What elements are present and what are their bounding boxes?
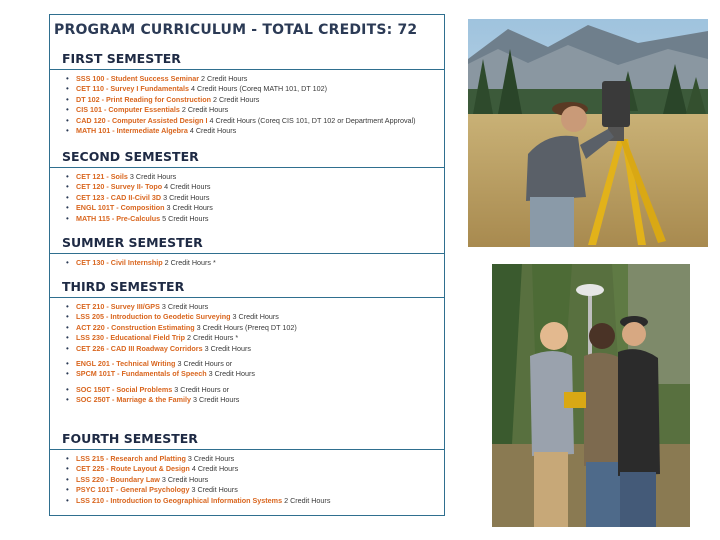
divider <box>50 69 444 70</box>
course-credits: 3 Credit Hours <box>127 172 177 181</box>
course-credits: 4 Credit Hours <box>187 125 237 135</box>
course-item <box>64 454 444 464</box>
course-item <box>64 323 444 333</box>
course-credits: 3 Credit Hours or <box>172 384 230 394</box>
course-item <box>64 302 444 312</box>
course-credits: 5 Credit Hours <box>160 213 209 223</box>
divider <box>50 253 444 254</box>
course-title[interactable]: SSS 100 - Student Success Seminar <box>76 74 200 83</box>
course-item <box>64 126 444 136</box>
course-credits: 3 Credit Hours <box>159 474 209 484</box>
course-item <box>64 74 444 84</box>
course-credits: 2 Credit Hours <box>210 94 260 104</box>
course-credits: 3 Credit Hours <box>161 192 210 202</box>
course-title[interactable]: CET 130 - Civil Internship <box>76 258 163 267</box>
divider <box>50 449 444 450</box>
divider <box>50 167 444 168</box>
course-credits: 4 Credit Hours (Coreq CIS 101, DT 102 or Department Approval) <box>207 115 416 125</box>
semester-third <box>50 277 444 406</box>
course-title[interactable]: SPCM 101T - Fundamentals of Speech <box>76 369 207 379</box>
course-item <box>64 475 444 485</box>
course-credits: 2 Credit Hours <box>282 495 331 505</box>
course-credits: 3 Credit Hours <box>230 312 279 322</box>
course-item <box>64 496 444 506</box>
course-item <box>64 172 444 182</box>
course-credits: 3 Credit Hours <box>202 343 251 353</box>
course-title[interactable]: SOC 150T - Social Problems <box>76 384 173 394</box>
course-title[interactable]: CET 123 - CAD II-Civil 3D <box>76 192 162 202</box>
course-credits: 2 Credit Hours * <box>162 258 216 267</box>
course-item <box>64 385 444 395</box>
semester-summer <box>50 233 444 268</box>
course-title[interactable]: DT 102 - Print Reading for Construction <box>76 94 211 104</box>
course-credits: 3 Credit Hours <box>189 485 238 495</box>
curriculum-panel <box>49 14 445 516</box>
course-credits: 2 Credit Hours <box>199 74 248 83</box>
course-title[interactable]: CET 121 - Soils <box>76 172 128 181</box>
course-item <box>64 84 444 94</box>
course-title[interactable]: CET 110 - Survey I Fundamentals <box>76 84 190 94</box>
course-credits: 3 Credit Hours <box>206 369 255 379</box>
divider <box>50 297 444 298</box>
semester-heading: THIRD SEMESTER <box>62 279 185 294</box>
course-credits: 4 Credit Hours (Coreq MATH 101, DT 102) <box>189 84 327 94</box>
students-photo <box>492 264 690 527</box>
course-title[interactable]: ACT 220 - Construction Estimating <box>76 322 195 332</box>
course-item <box>64 312 444 322</box>
course-list <box>50 454 444 506</box>
course-title[interactable]: CIS 101 - Computer Essentials <box>76 105 180 115</box>
course-credits: 2 Credit Hours <box>179 105 229 115</box>
course-list <box>50 74 444 136</box>
course-item <box>64 333 444 343</box>
course-title[interactable]: MATH 115 - Pre-Calculus <box>76 213 161 223</box>
course-item <box>64 369 444 379</box>
course-title[interactable]: CET 225 - Route Layout & Design <box>76 464 190 474</box>
course-item <box>64 395 444 405</box>
course-credits: 4 Credit Hours <box>162 182 211 192</box>
course-title[interactable]: MATH 101 - Intermediate Algebra <box>76 125 188 135</box>
semester-heading: SECOND SEMESTER <box>62 149 199 164</box>
course-credits: 3 Credit Hours <box>164 203 213 213</box>
course-item <box>64 95 444 105</box>
course-item <box>64 359 444 369</box>
course-credits: 2 Credit Hours * <box>185 333 239 343</box>
semester-heading: FOURTH SEMESTER <box>62 431 198 446</box>
course-list <box>50 302 444 406</box>
course-list <box>50 258 444 268</box>
course-item <box>64 203 444 213</box>
semester-second <box>50 147 444 224</box>
course-title[interactable]: CET 210 - Survey III/GPS <box>76 302 160 311</box>
page-title: PROGRAM CURRICULUM - TOTAL CREDITS: 72 <box>54 22 418 38</box>
semester-fourth <box>50 429 444 506</box>
course-title[interactable]: LSS 230 - Educational Field Trip <box>76 333 186 343</box>
course-credits: 3 Credit Hours or <box>175 358 233 368</box>
course-item <box>64 182 444 192</box>
course-title[interactable]: LSS 210 - Introduction to Geographical Information Systems <box>76 495 283 505</box>
course-item <box>64 116 444 126</box>
course-title[interactable]: CET 226 - CAD III Roadway Corridors <box>76 343 203 353</box>
course-item <box>64 105 444 115</box>
course-item <box>64 485 444 495</box>
course-item <box>64 344 444 354</box>
semester-heading: FIRST SEMESTER <box>62 51 181 66</box>
course-title[interactable]: CET 120 - Survey II- Topo <box>76 182 163 192</box>
course-title[interactable]: LSS 220 - Boundary Law <box>76 474 160 484</box>
course-item <box>64 193 444 203</box>
course-title[interactable]: CAD 120 - Computer Assisted Design I <box>76 115 208 125</box>
course-title[interactable]: ENGL 101T - Composition <box>76 203 165 213</box>
course-credits: 3 Credit Hours (Prereq DT 102) <box>194 322 297 332</box>
course-credits: 3 Credit Hours <box>191 395 240 405</box>
course-credits: 3 Credit Hours <box>185 454 235 463</box>
course-credits: 4 Credit Hours <box>189 464 239 474</box>
course-credits: 3 Credit Hours <box>159 302 209 311</box>
course-title[interactable]: ENGL 201 - Technical Writing <box>76 358 176 368</box>
semester-heading: SUMMER SEMESTER <box>62 235 203 250</box>
semester-first <box>50 49 444 136</box>
course-title[interactable]: PSYC 101T - General Psychology <box>76 485 190 495</box>
course-item <box>64 464 444 474</box>
course-item <box>64 214 444 224</box>
course-title[interactable]: LSS 215 - Research and Platting <box>76 454 186 463</box>
surveyor-photo <box>468 19 708 247</box>
course-title[interactable]: LSS 205 - Introduction to Geodetic Surveying <box>76 312 231 322</box>
course-list <box>50 172 444 224</box>
course-title[interactable]: SOC 250T - Marriage & the Family <box>76 395 192 405</box>
course-item <box>64 258 444 268</box>
